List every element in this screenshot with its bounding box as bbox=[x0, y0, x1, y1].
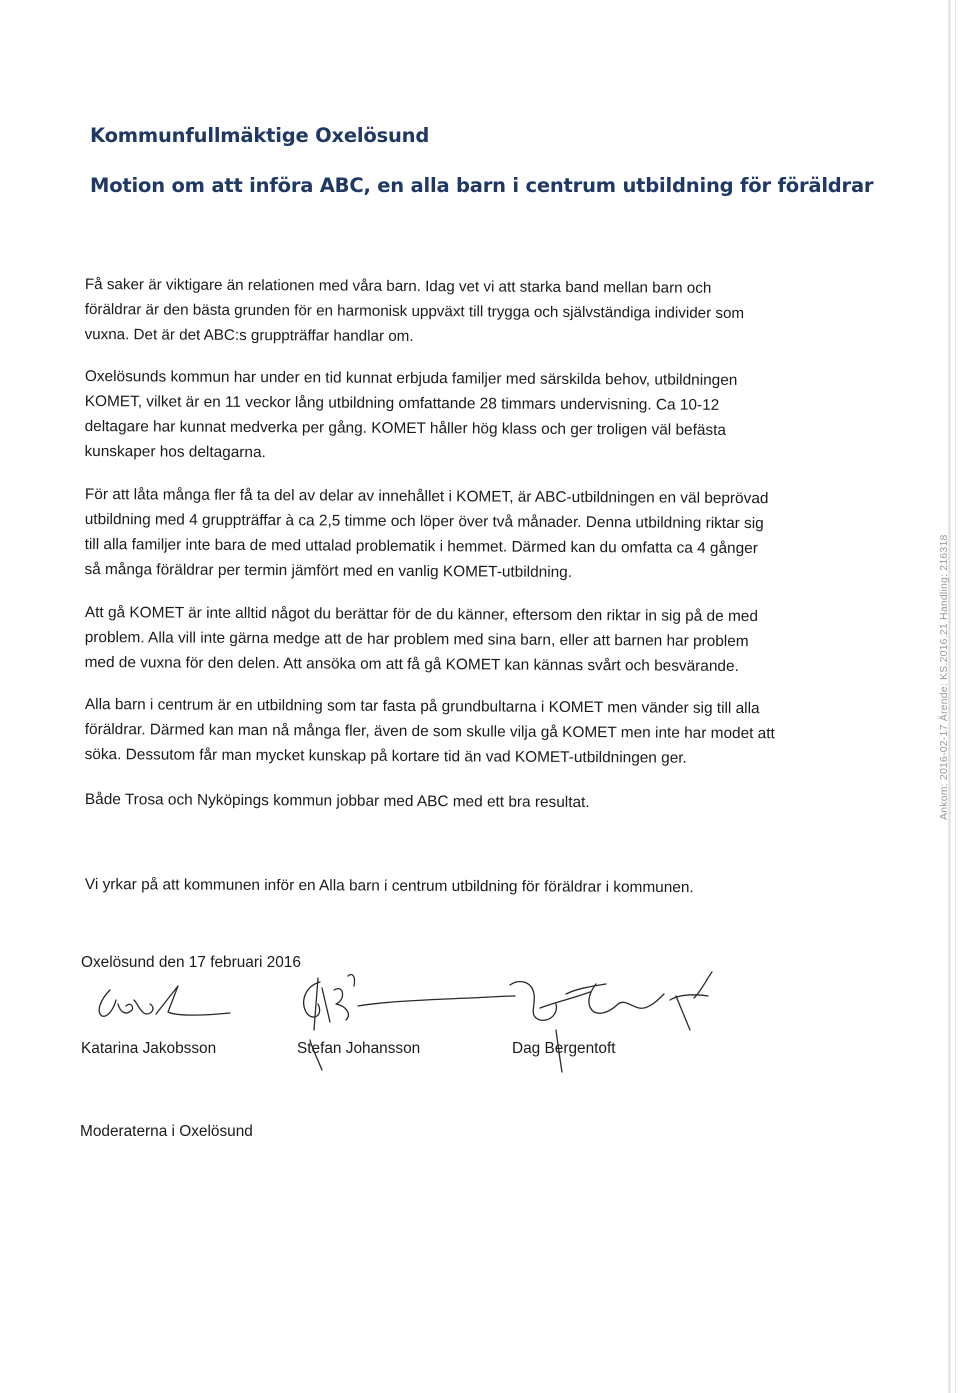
paragraph-line: föräldrar är den bästa grunden för en harmonisk uppväxt till trygga och självständiga individer som bbox=[84, 300, 745, 323]
paragraph-line: med de vuxna för den delen. Att ansöka om att få gå KOMET kan kännas svårt och besvärande. bbox=[84, 653, 739, 675]
paragraph-reach bbox=[85, 692, 845, 772]
paragraph-line: KOMET, vilket är en 11 veckor lång utbildning omfattande 28 timmars undervisning. Ca 10-12 bbox=[84, 392, 720, 414]
motion-title: Motion om att införa ABC, en alla barn i centrum utbildning för föräldrar bbox=[90, 174, 874, 197]
paragraph-stigma bbox=[85, 600, 845, 680]
registry-stamp: Ankom: 2016-02-17 Ärende: KS.2016.21 Handling: 216318 bbox=[938, 534, 950, 820]
paragraph-abc bbox=[84, 482, 845, 587]
paragraph-line: kunskaper hos deltagarna. bbox=[84, 442, 266, 462]
paragraph-line: föräldrar. Därmed kan man nå många fler, även de som skulle vilja gå KOMET men inte har modet att bbox=[84, 720, 775, 743]
proposal-line: Vi yrkar på att kommunen inför en Alla barn i centrum utbildning för föräldrar i kommunen. bbox=[84, 875, 694, 897]
paragraph-line: Både Trosa och Nyköpings kommun jobbar med ABC med ett bra resultat. bbox=[84, 790, 590, 812]
paragraph-line: utbildning med 4 gruppträffar à ca 2,5 timme och löper över två månader. Denna utbildning riktar sig bbox=[84, 510, 764, 533]
paragraph-line: Att gå KOMET är inte alltid något du berättar för de du känner, eftersom den riktar in sig på de med bbox=[84, 603, 758, 626]
paragraph-line: problem. Alla vill inte gärna medge att de har problem med sina barn, eller att barnen har problem bbox=[84, 628, 749, 651]
paragraph-line: vuxna. Det är det ABC:s gruppträffar handlar om. bbox=[84, 325, 414, 346]
paragraph-line: deltagare har kunnat medverka per gång. KOMET håller hög klass och ger troligen väl befästa bbox=[84, 417, 727, 439]
paragraph-line: För att låta många fler få ta del av delar av innehållet i KOMET, är ABC-utbildningen en väl beprövad bbox=[84, 485, 769, 508]
paragraph-line: så många föräldrar per termin jämfört med en vanlig KOMET-utbildning. bbox=[84, 560, 573, 581]
paragraph-line: Alla barn i centrum är en utbildning som tar fasta på grundbultarna i KOMET men vänder sig till alla bbox=[84, 695, 760, 718]
party-name: Moderaterna i Oxelösund bbox=[80, 1123, 253, 1140]
paragraph-line: Oxelösunds kommun har under en tid kunnat erbjuda familjer med särskilda behov, utbildningen bbox=[84, 367, 738, 389]
paragraph-intro bbox=[85, 272, 845, 352]
place-date: Oxelösund den 17 februari 2016 bbox=[81, 954, 301, 971]
proposal-statement bbox=[85, 872, 845, 901]
paragraph-line: Få saker är viktigare än relationen med våra barn. Idag vet vi att starka band mellan barn och bbox=[84, 275, 712, 297]
paragraph-line: söka. Dessutom får man mycket kunskap på kortare tid än vad KOMET-utbildningen ger. bbox=[84, 745, 687, 767]
paragraph-line: till alla familjer inte bara de med uttalad problematik i hemmet. Därmed kan du omfatta ca 4 gånger bbox=[84, 535, 758, 558]
paragraph-komet bbox=[84, 364, 845, 469]
paragraph-examples bbox=[85, 787, 845, 817]
signatory-name: Katarina Jakobsson bbox=[81, 1040, 217, 1057]
signatory-name: Dag Bergentoft bbox=[512, 1040, 616, 1057]
signatory-name: Stefan Johansson bbox=[297, 1040, 421, 1057]
signature-katarina-jakobsson bbox=[99, 986, 230, 1016]
recipient-heading: Kommunfullmäktige Oxelösund bbox=[90, 124, 430, 147]
scan-edge-line bbox=[955, 0, 956, 1393]
